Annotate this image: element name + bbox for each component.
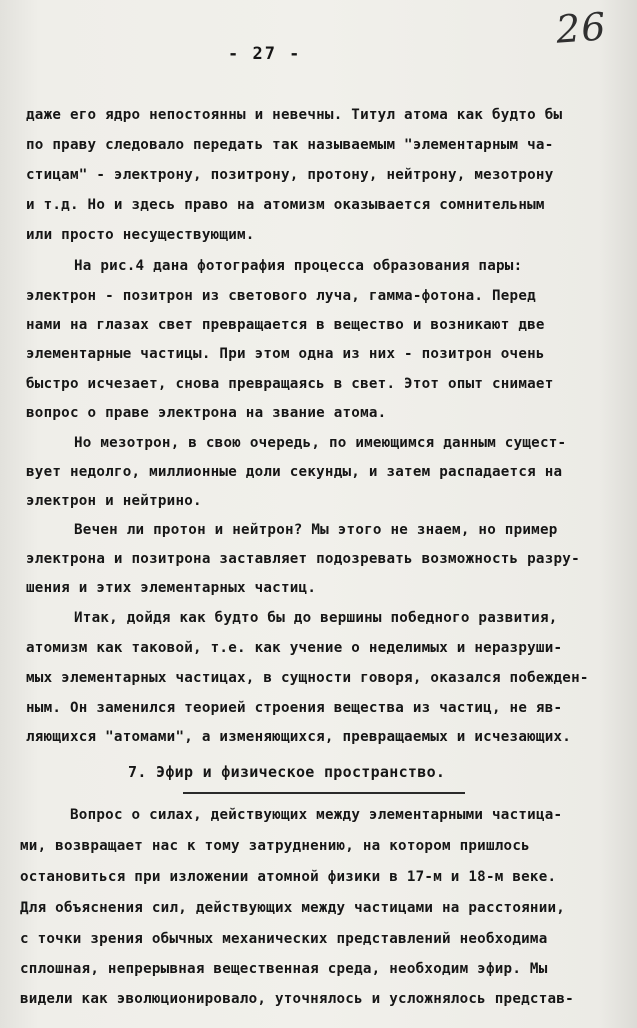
text-line: Вечен ли протон и нейтрон? Мы этого не знаем, но пример [74, 522, 558, 538]
text-line: элементарные частицы. При этом одна из них - позитрон очень [26, 346, 545, 362]
text-line: мых элементарных частицах, в сущности говоря, оказался побежден- [26, 670, 589, 686]
text-line: Вопрос о силах, действующих между элементарными частица- [70, 807, 563, 823]
text-line: ляющихся "атомами", а изменяющихся, превращаемых и исчезающих. [26, 729, 572, 745]
text-line: видели как эволюционировало, уточнялось и усложнялось представ- [20, 991, 574, 1007]
text-line: стицам" - электрону, позитрону, протону, нейтрону, мезотрону [26, 167, 554, 183]
text-line: На рис.4 дана фотография процесса образования пары: [74, 258, 523, 274]
page-number: - 27 - [228, 44, 302, 64]
text-line: шения и этих элементарных частиц. [26, 580, 317, 596]
text-line: Для объяснения сил, действующих между частицами на расстоянии, [20, 900, 566, 916]
text-line: быстро исчезает, снова превращаясь в свет. Этот опыт снимает [26, 376, 554, 392]
text-line: или просто несуществующим. [26, 227, 255, 243]
text-line: сплошная, непрерывная вещественная среда, необходим эфир. Мы [20, 961, 548, 977]
text-line: вует недолго, миллионные доли секунды, и затем распадается на [26, 464, 563, 480]
text-line: электрона и позитрона заставляет подозревать возможность разру- [26, 551, 580, 567]
text-line: ным. Он заменился теорией строения вещества из частиц, не яв- [26, 700, 563, 716]
text-line: вопрос о праве электрона на звание атома. [26, 405, 387, 421]
text-line: Но мезотрон, в свою очередь, по имеющимся данным сущест- [74, 435, 567, 451]
text-line: с точки зрения обычных механических представлений необходима [20, 931, 548, 947]
text-line: нами на глазах свет превращается в вещество и возникают две [26, 317, 545, 333]
text-line: ми, возвращает нас к тому затруднению, на котором пришлось [20, 838, 530, 854]
handwritten-archive-number: 26 [554, 4, 608, 52]
text-line: электрон - позитрон из светового луча, гамма-фотона. Перед [26, 288, 536, 304]
text-line: атомизм как таковой, т.е. как учение о неделимых и неразруши- [26, 640, 563, 656]
text-line: электрон и нейтрино. [26, 493, 202, 509]
text-line: Итак, дойдя как будто бы до вершины победного развития, [74, 610, 558, 626]
text-line: даже его ядро непостоянны и невечны. Титул атома как будто бы [26, 107, 563, 123]
text-line: остановиться при изложении атомной физики в 17-м и 18-м веке. [20, 869, 557, 885]
heading-underline [183, 792, 465, 794]
section-heading: 7. Эфир и физическое пространство. [128, 763, 446, 781]
text-line: и т.д. Но и здесь право на атомизм оказывается сомнительным [26, 197, 545, 213]
text-line: по праву следовало передать так называемым "элементарным ча- [26, 137, 554, 153]
